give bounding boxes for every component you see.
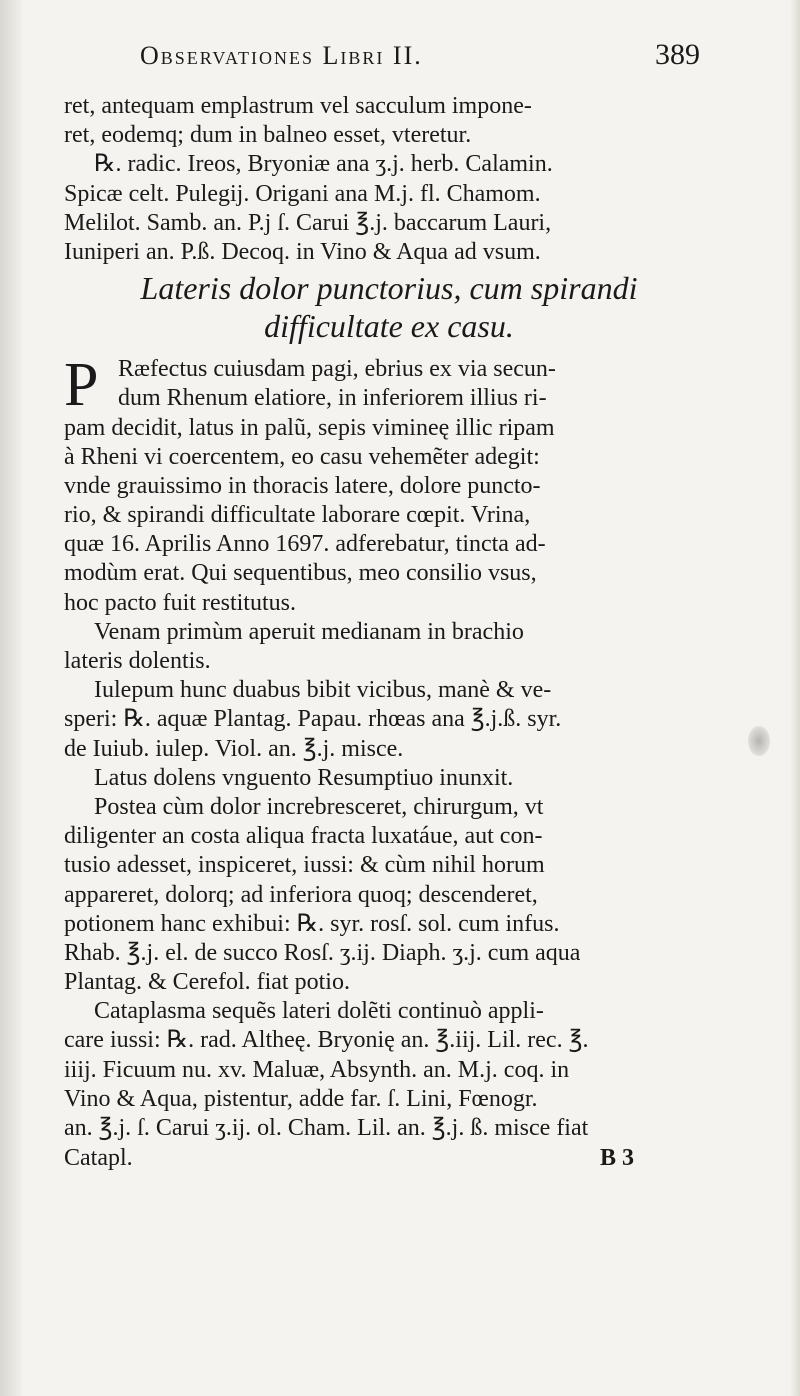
section-title-line-2: difficultate ex casu. — [264, 308, 514, 345]
paragraph-cataplasm — [64, 997, 714, 1143]
text-line: Ræfectus cuiusdam pagi, ebrius ex via secun- — [118, 356, 556, 383]
text-line: potionem hanc exhibui: ℞. syr. rosſ. sol. cum infus. — [64, 910, 560, 937]
text-line: Venam primùm aperuit medianam in brachio — [94, 618, 524, 645]
text-line: Postea cùm dolor increbresceret, chirurgum, vt — [94, 793, 544, 820]
text-line: diligenter an costa aliqua fracta luxatáue, aut con- — [64, 823, 543, 850]
drop-cap: P — [64, 351, 99, 420]
text-line: Latus dolens vnguento Resumptiuo inunxit. — [94, 764, 514, 791]
running-head — [64, 38, 714, 92]
text-line: vnde grauissimo in thoracis latere, dolore puncto- — [64, 472, 541, 499]
text-line: dum Rhenum elatiore, in inferiorem illius ri- — [118, 385, 547, 412]
page-footer — [64, 1143, 714, 1173]
text-line: hoc pacto fuit restitutus. — [64, 589, 296, 616]
text-line: Iulepum hunc duabus bibit vicibus, manè & ve- — [94, 677, 552, 704]
text-line: lateris dolentis. — [64, 648, 211, 674]
text-line: Plantag. & Cerefol. fiat potio. — [64, 969, 350, 996]
text-line: quæ 16. Aprilis Anno 1697. adferebatur, tincta ad- — [64, 531, 546, 558]
text-line: tusio adesset, inspiceret, iussi: & cùm nihil horum — [64, 852, 545, 879]
page-edge-shadow — [790, 0, 800, 1396]
page-gutter-shadow — [0, 0, 22, 1396]
text-line: modùm erat. Qui sequentibus, meo consilio vsus, — [64, 560, 537, 587]
text-line: Rhab. ℥.j. el. de succo Rosſ. ʒ.ij. Diaph. ʒ.j. cum aqua — [64, 939, 581, 966]
page-number: 389 — [655, 38, 700, 71]
text-line: Vino & Aqua, pistentur, adde far. ſ. Lini, Fœnogr. — [64, 1085, 538, 1112]
section-title-line-1: Lateris dolor punctorius, cum spirandi — [140, 270, 638, 307]
text-block — [64, 38, 714, 1173]
text-line: Cataplasma sequẽs lateri dolẽti continuò appli- — [94, 998, 544, 1025]
case-paragraph — [64, 351, 714, 618]
text-line: appareret, dolorq; ad inferiora quoq; descenderet, — [64, 881, 538, 908]
text-line: Iuniperi an. P.ß. Decoq. in Vino & Aqua ad vsum. — [64, 238, 541, 265]
paragraph-ointment — [64, 764, 714, 793]
catchword: Catapl. — [64, 1145, 133, 1172]
text-line: care iussi: ℞. rad. Altheę. Bryonię an. ℥.iij. Lil. rec. ℥. — [64, 1027, 589, 1054]
paragraph-potion — [64, 793, 714, 997]
paper-stain — [748, 726, 770, 756]
signature-mark: B 3 — [599, 1145, 634, 1172]
text-line: ret, antequam emplastrum vel sacculum impone- — [64, 93, 532, 119]
running-title: Observationes Libri II. — [140, 41, 423, 70]
text-line: à Rheni vi coercentem, eo casu vehemẽter adegit: — [64, 443, 540, 470]
text-line: an. ℥.j. ſ. Carui ʒ.ij. ol. Cham. Lil. an. ℥.j. ß. misce fiat — [64, 1115, 589, 1141]
text-line: de Iuiub. iulep. Viol. an. ℥.j. misce. — [64, 735, 404, 762]
text-line: ℞. radic. Ireos, Bryoniæ ana ʒ.j. herb. Calamin. — [94, 151, 553, 178]
text-line: Spicæ celt. Pulegij. Origani ana M.j. fl. Chamom. — [64, 180, 541, 207]
text-line: speri: ℞. aquæ Plantag. Papau. rhœas ana ℥.j.ß. syr. — [64, 706, 562, 733]
paragraph-julep — [64, 676, 714, 764]
text-line: rio, & spirandi difficultate laborare cœpit. Vrina, — [64, 502, 531, 529]
paragraph-venesection — [64, 618, 714, 676]
text-line: iiij. Ficuum nu. xv. Maluæ, Absynth. an. M.j. coq. in — [64, 1056, 570, 1083]
text-line: ret, eodemq; dum in balneo esset, vteretur. — [64, 122, 472, 149]
text-line: Melilot. Samb. an. P.j ſ. Carui ℥.j. baccarum Lauri, — [64, 209, 552, 236]
recipe-block — [64, 92, 714, 267]
text-line: pam decidit, latus in palũ, sepis vimineę illic ripam — [64, 414, 555, 441]
